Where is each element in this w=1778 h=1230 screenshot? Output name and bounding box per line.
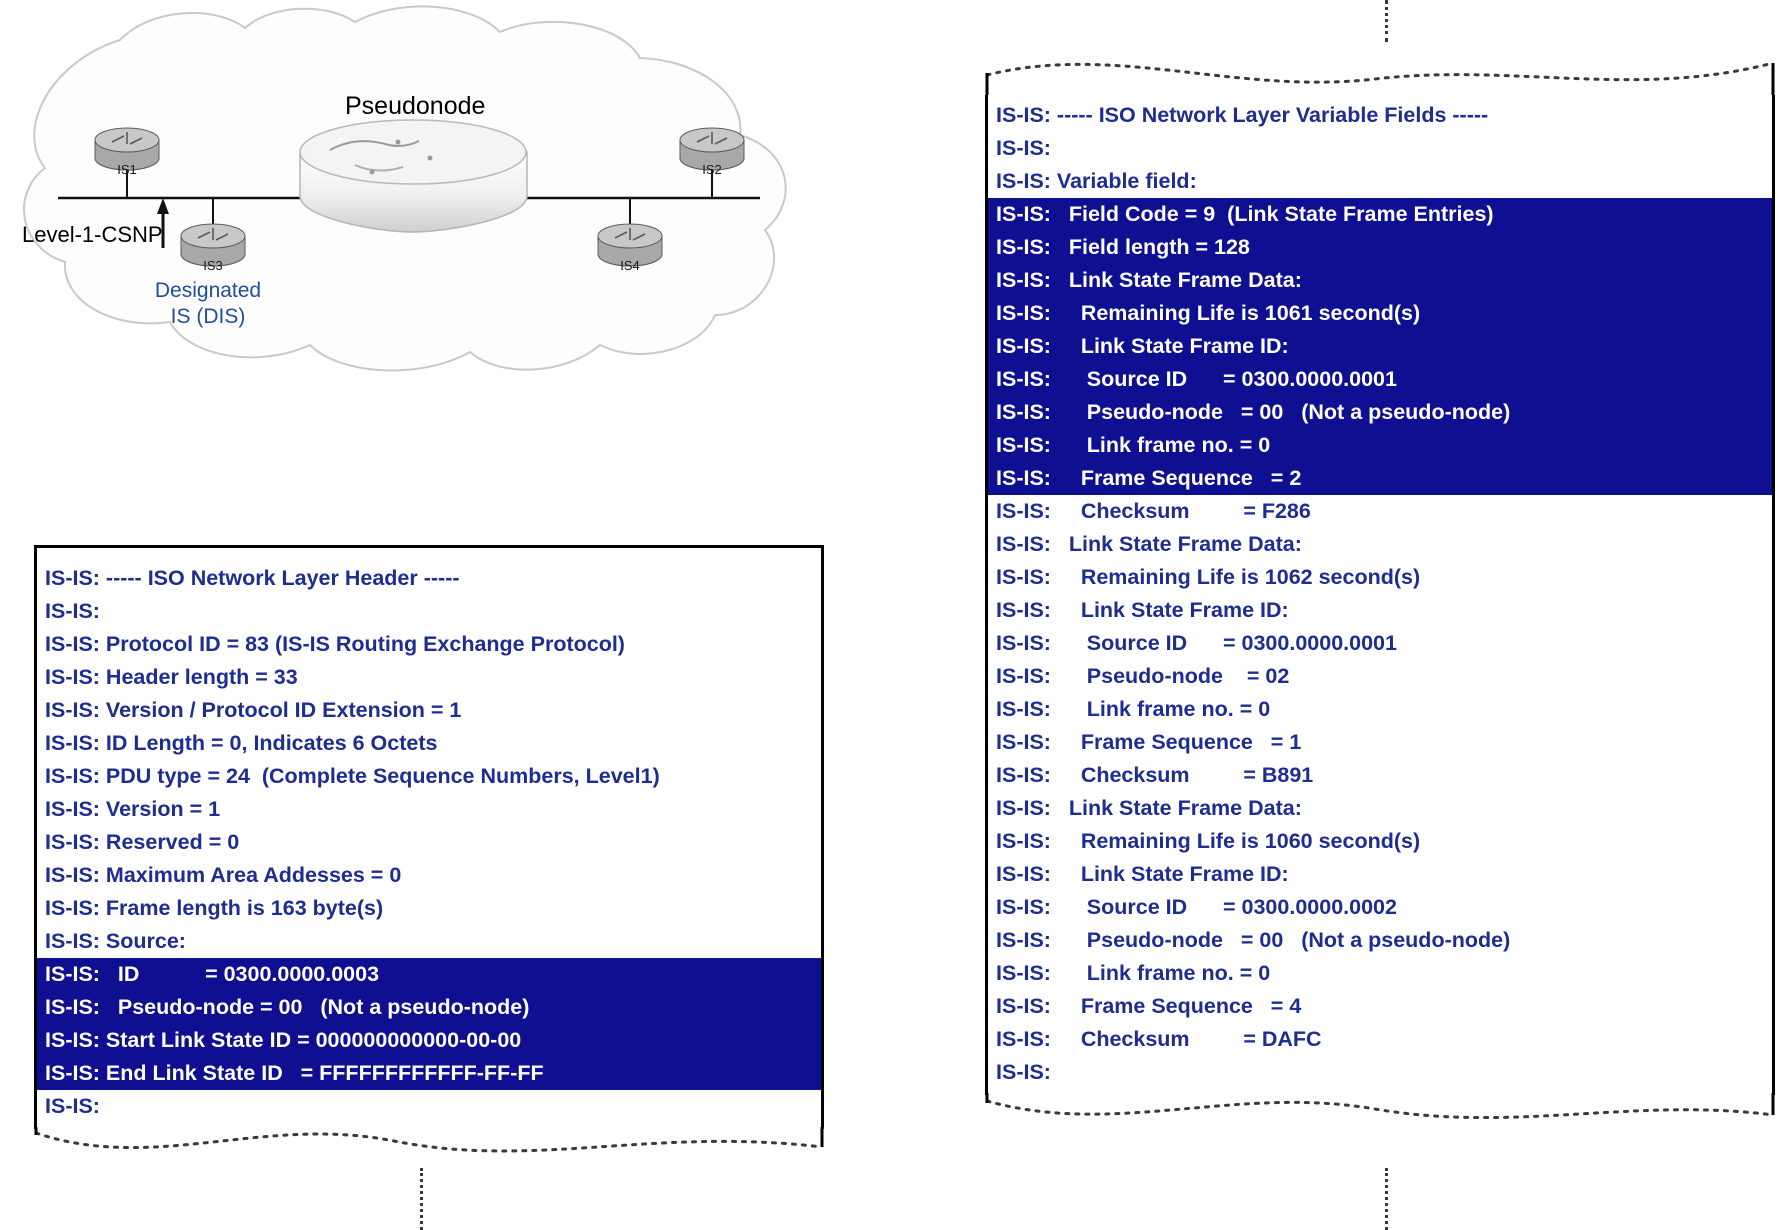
trace-line: IS-IS: Source: — [45, 929, 186, 953]
trace-line: IS-IS: ID = 0300.0000.0003 — [37, 958, 821, 991]
trace-line: IS-IS: Link frame no. = 0 — [996, 697, 1271, 721]
trace-line: IS-IS: Pseudo-node = 00 (Not a pseudo-node) — [996, 928, 1511, 952]
router-label-is4: IS4 — [620, 258, 640, 273]
torn-edge-top-right — [985, 55, 1775, 95]
trace-line: IS-IS: — [996, 136, 1051, 160]
trace-line: IS-IS: Link State Frame Data: — [988, 264, 1772, 297]
panel-left-lines — [37, 562, 821, 1123]
trace-line: IS-IS: ----- ISO Network Layer Variable Fields ----- — [996, 103, 1489, 127]
trace-line: IS-IS: Remaining Life is 1062 second(s) — [996, 565, 1421, 589]
trace-line: IS-IS: Version = 1 — [45, 797, 221, 821]
router-label-is1: IS1 — [117, 162, 137, 177]
trace-line: IS-IS: Variable field: — [996, 169, 1197, 193]
trace-line: IS-IS: Field Code = 9 (Link State Frame Entries) — [988, 198, 1772, 231]
trace-line: IS-IS: Frame length is 163 byte(s) — [45, 896, 384, 920]
trace-line: IS-IS: End Link State ID = FFFFFFFFFFFF-FF-FF — [37, 1057, 821, 1090]
trace-line: IS-IS: Version / Protocol ID Extension = 1 — [45, 698, 462, 722]
dis-label: Designated IS (DIS) — [154, 279, 262, 329]
trace-line: IS-IS: Pseudo-node = 02 — [996, 664, 1290, 688]
continuation-dots-bottom-left — [420, 1168, 423, 1230]
trace-line: IS-IS: Link State Frame Data: — [996, 796, 1302, 820]
trace-line: IS-IS: PDU type = 24 (Complete Sequence Numbers, Level1) — [45, 764, 660, 788]
trace-line: IS-IS: Source ID = 0300.0000.0002 — [996, 895, 1397, 919]
trace-line: IS-IS: Source ID = 0300.0000.0001 — [988, 363, 1772, 396]
iso-network-layer-variable-fields-panel — [985, 55, 1775, 1133]
trace-line: IS-IS: Link State Frame ID: — [996, 862, 1289, 886]
trace-line: IS-IS: Pseudo-node = 00 (Not a pseudo-node) — [37, 991, 821, 1024]
continuation-dots-bottom-right — [1385, 1168, 1388, 1230]
trace-line: IS-IS: Header length = 33 — [45, 665, 298, 689]
csnp-label: Level-1-CSNP — [22, 222, 163, 247]
trace-line: IS-IS: Link frame no. = 0 — [988, 429, 1772, 462]
router-label-is3: IS3 — [203, 258, 223, 273]
trace-line: IS-IS: Frame Sequence = 4 — [996, 994, 1302, 1018]
trace-line: IS-IS: — [45, 1094, 100, 1118]
panel-left-box — [34, 545, 824, 1129]
torn-edge-bottom-right — [985, 1093, 1775, 1133]
trace-line: IS-IS: Link State Frame Data: — [996, 532, 1302, 556]
trace-line: IS-IS: Link State Frame ID: — [988, 330, 1772, 363]
trace-line: IS-IS: Maximum Area Addesses = 0 — [45, 863, 402, 887]
trace-line: IS-IS: — [996, 1060, 1051, 1084]
trace-line: IS-IS: Frame Sequence = 2 — [988, 462, 1772, 495]
trace-line: IS-IS: Link State Frame ID: — [996, 598, 1289, 622]
torn-edge-bottom-left — [34, 1127, 824, 1167]
panel-right-lines — [988, 99, 1772, 1089]
trace-line: IS-IS: Field length = 128 — [988, 231, 1772, 264]
trace-line: IS-IS: Protocol ID = 83 (IS-IS Routing Exchange Protocol) — [45, 632, 625, 656]
trace-line: IS-IS: Link frame no. = 0 — [996, 961, 1271, 985]
network-diagram — [0, 0, 840, 400]
trace-line: IS-IS: Remaining Life is 1061 second(s) — [988, 297, 1772, 330]
continuation-dots-top-right — [1385, 0, 1388, 42]
trace-line: IS-IS: ID Length = 0, Indicates 6 Octets — [45, 731, 438, 755]
trace-line: IS-IS: Pseudo-node = 00 (Not a pseudo-node) — [988, 396, 1772, 429]
trace-line: IS-IS: Checksum = B891 — [996, 763, 1314, 787]
panel-right-box — [985, 95, 1775, 1095]
trace-line: IS-IS: Reserved = 0 — [45, 830, 240, 854]
trace-line: IS-IS: Start Link State ID = 000000000000-00-00 — [37, 1024, 821, 1057]
trace-line: IS-IS: — [45, 599, 100, 623]
trace-line: IS-IS: Frame Sequence = 1 — [996, 730, 1302, 754]
pseudonode-shape — [300, 120, 527, 232]
network-diagram-svg — [0, 0, 840, 400]
trace-line: IS-IS: Checksum = F286 — [996, 499, 1311, 523]
iso-network-layer-header-panel — [34, 545, 824, 1167]
trace-line: IS-IS: Remaining Life is 1060 second(s) — [996, 829, 1421, 853]
pseudonode-label: Pseudonode — [345, 92, 486, 120]
trace-line: IS-IS: ----- ISO Network Layer Header ----- — [45, 566, 460, 590]
router-label-is2: IS2 — [702, 162, 722, 177]
trace-line: IS-IS: Checksum = DAFC — [996, 1027, 1322, 1051]
trace-line: IS-IS: Source ID = 0300.0000.0001 — [996, 631, 1397, 655]
